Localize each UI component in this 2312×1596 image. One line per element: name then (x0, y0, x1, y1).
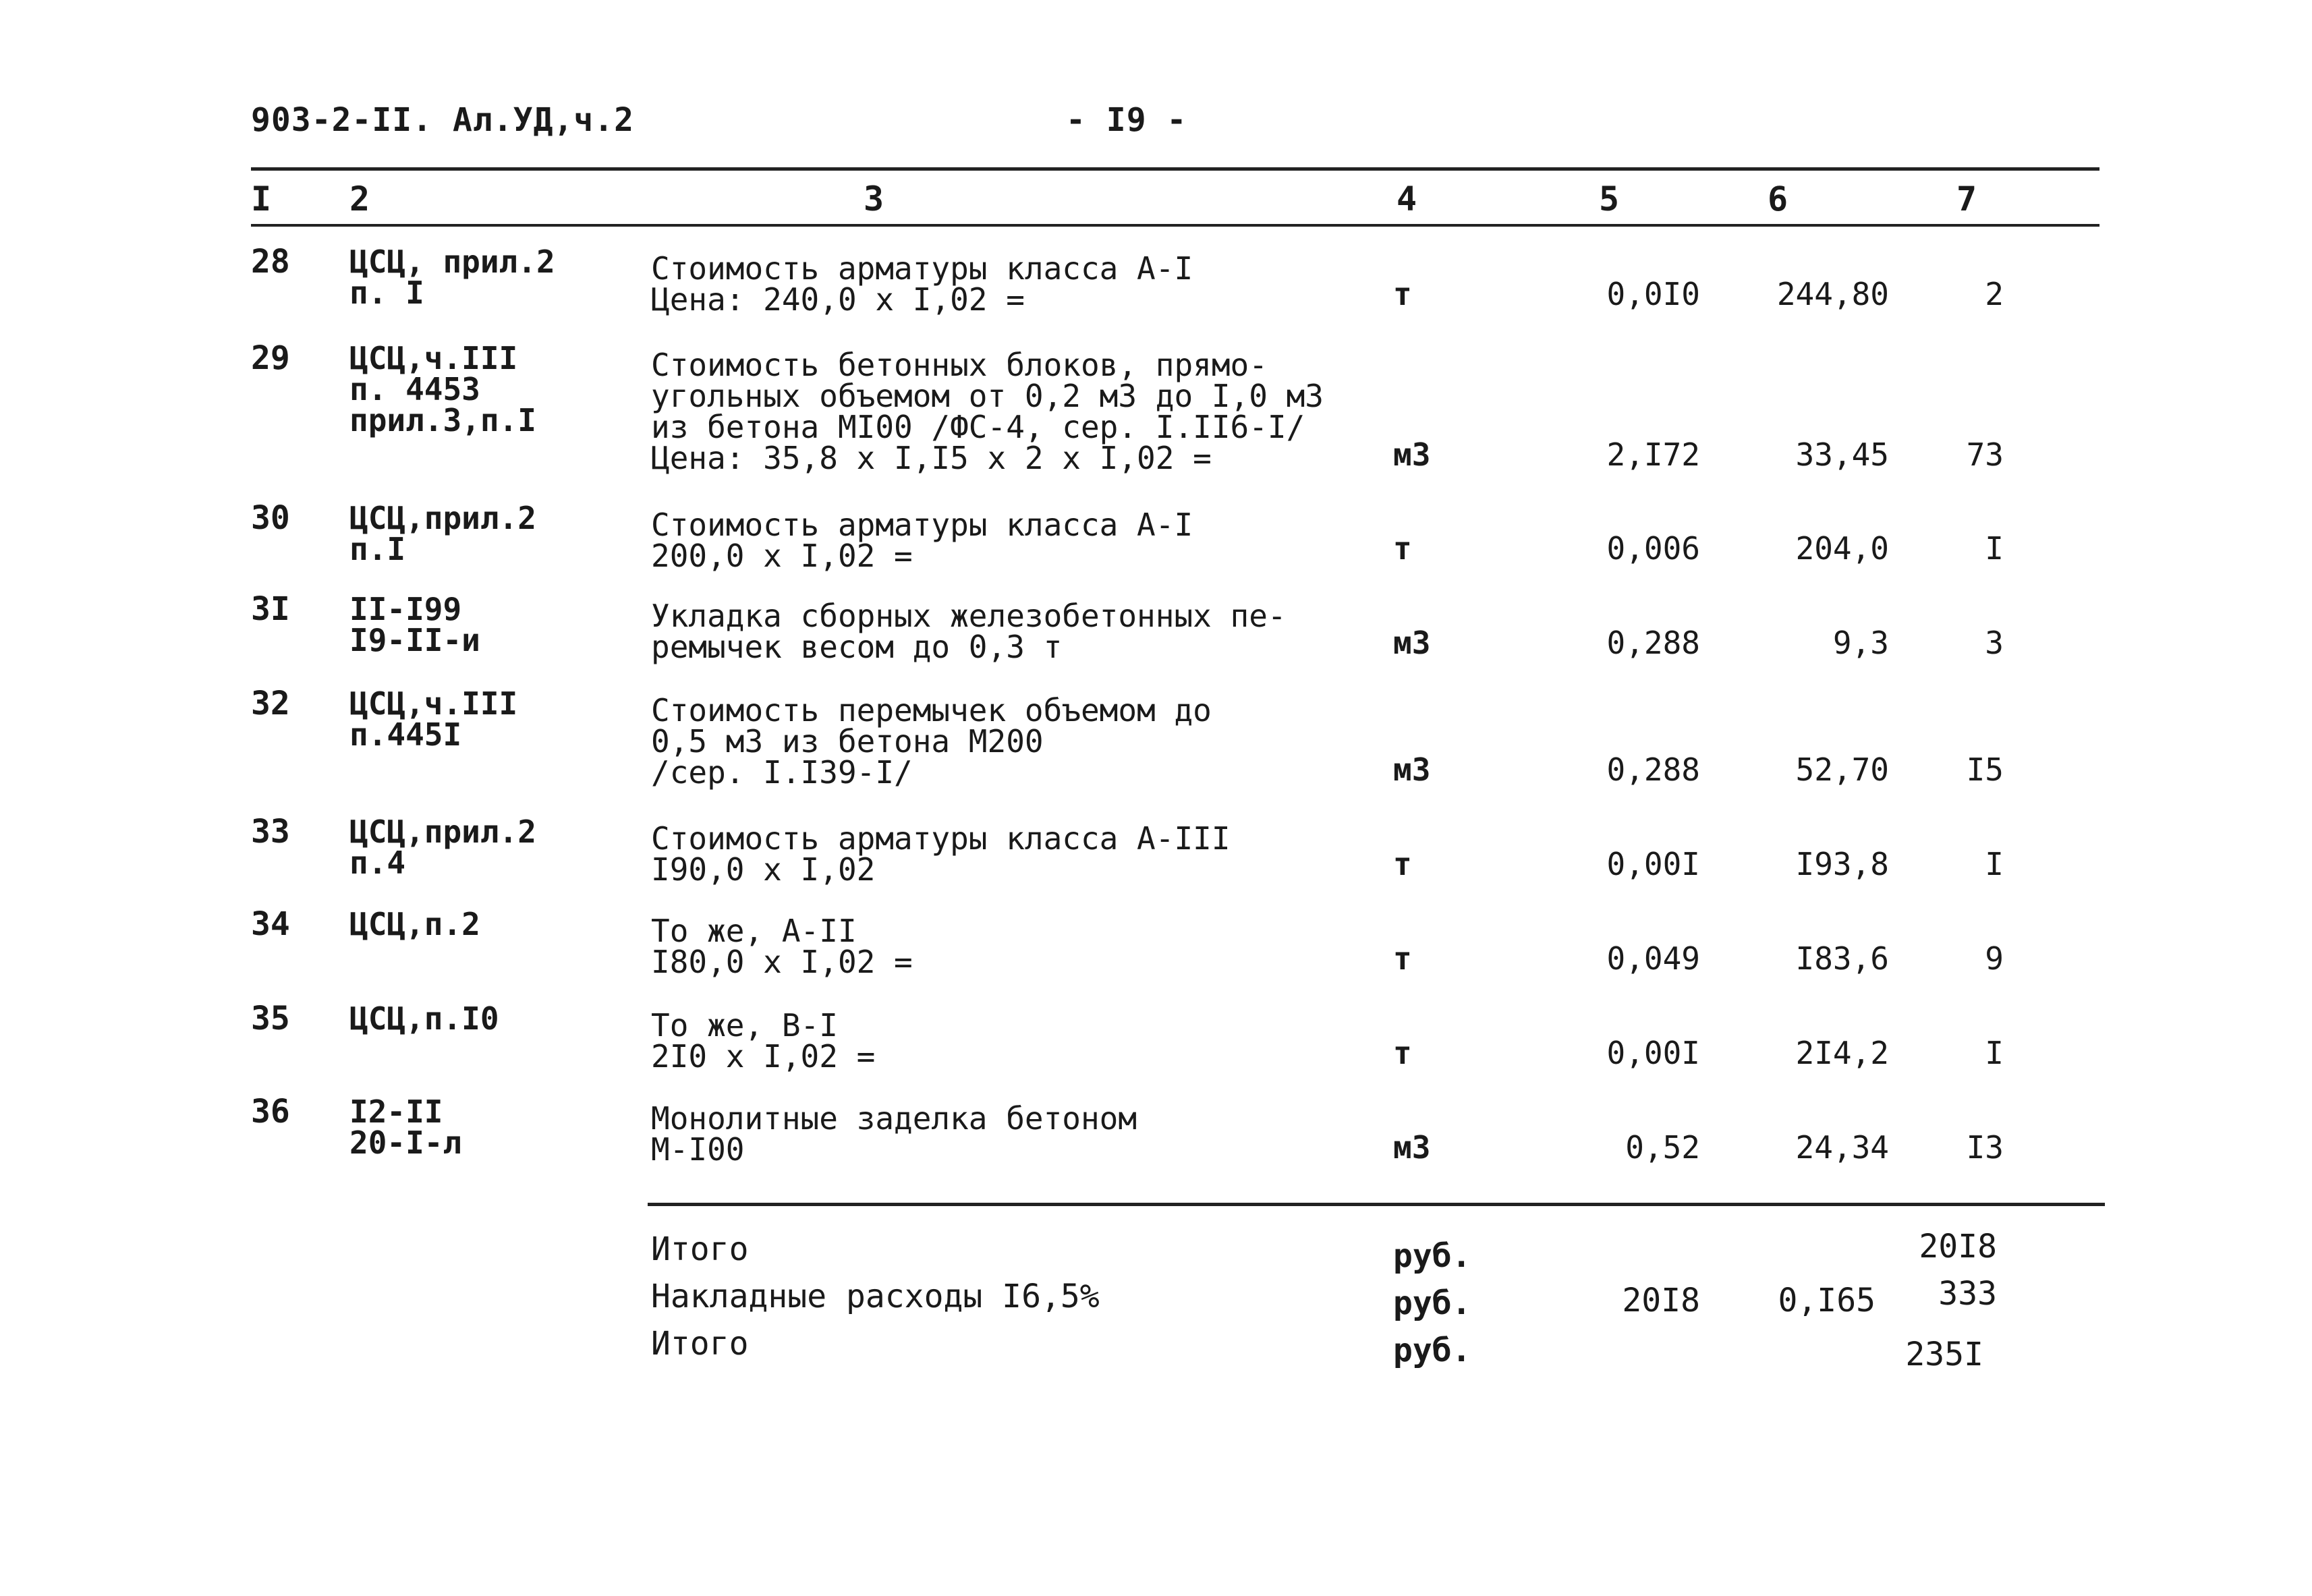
row-reference: ЦСЦ,ч.III (349, 340, 518, 376)
row-reference: п. I (349, 275, 424, 311)
row-description: I90,0 х I,02 (651, 851, 876, 888)
row-description: угольных объемом от 0,2 м3 до I,0 м3 (651, 378, 1324, 414)
row-quantity: 0,00I (1606, 846, 1700, 882)
totals-rate: 0,I65 (1778, 1282, 1876, 1319)
row-unit: м3 (1393, 436, 1431, 473)
row-unit-price: 204,0 (1795, 530, 1889, 567)
row-unit: т (1393, 940, 1412, 977)
totals-base: 20I8 (1622, 1282, 1700, 1319)
row-total: I5 (1966, 751, 2004, 788)
totals-value: 235I (1905, 1336, 1983, 1373)
row-quantity: 0,288 (1606, 751, 1700, 788)
totals-rule (648, 1203, 2105, 1206)
row-unit-price: 244,80 (1776, 276, 1889, 312)
row-total: 9 (1985, 940, 2004, 977)
totals-label: Накладные расходы I6,5% (651, 1278, 1100, 1315)
row-unit-price: 33,45 (1795, 436, 1889, 473)
row-unit: м3 (1393, 1129, 1431, 1166)
row-number: 28 (251, 243, 290, 281)
row-reference: ЦСЦ,прил.2 (349, 814, 536, 850)
row-description: ремычек весом до 0,3 т (651, 629, 1063, 665)
row-description: Цена: 35,8 х I,I5 х 2 х I,02 = (651, 440, 1212, 476)
row-number: 36 (251, 1093, 290, 1131)
row-total: I (1985, 846, 2004, 882)
row-description: 0,5 м3 из бетона М200 (651, 723, 1044, 760)
row-unit: м3 (1393, 625, 1431, 661)
column-header-7: 7 (1956, 179, 1977, 219)
row-reference: I2-II (349, 1093, 443, 1130)
row-total: 73 (1966, 436, 2004, 473)
row-quantity: 0,52 (1625, 1129, 1700, 1166)
row-description: То же, В-I (651, 1007, 838, 1044)
row-reference: ЦСЦ, прил.2 (349, 244, 555, 280)
row-quantity: 0,00I (1606, 1035, 1700, 1071)
row-number: 29 (251, 339, 290, 377)
row-reference: п.4 (349, 845, 406, 881)
row-unit-price: I83,6 (1795, 940, 1889, 977)
row-unit-price: I93,8 (1795, 846, 1889, 882)
column-header-1: I (251, 179, 272, 219)
row-description: Монолитные заделка бетоном (651, 1100, 1137, 1137)
row-reference: ЦСЦ,прил.2 (349, 500, 536, 536)
row-description: То же, А-II (651, 913, 857, 949)
row-number: 33 (251, 813, 290, 851)
totals-value: 20I8 (1919, 1228, 1997, 1265)
totals-unit: руб. (1393, 1237, 1471, 1275)
row-description: Стоимость арматуры класса А-I (651, 250, 1193, 287)
row-description: 200,0 х I,02 = (651, 538, 913, 574)
row-quantity: 0,049 (1606, 940, 1700, 977)
row-reference: п.I (349, 531, 406, 567)
row-number: 34 (251, 905, 290, 943)
row-description: /сер. I.I39-I/ (651, 754, 913, 791)
totals-value: 333 (1938, 1275, 1997, 1313)
row-unit: т (1393, 276, 1412, 312)
totals-label: Итого (651, 1230, 749, 1268)
row-description: М-I00 (651, 1131, 745, 1168)
row-quantity: 0,0I0 (1606, 276, 1700, 312)
column-header-5: 5 (1599, 179, 1620, 219)
row-reference: II-I99 (349, 591, 462, 627)
row-reference: ЦСЦ,п.2 (349, 906, 480, 942)
row-total: 2 (1985, 276, 2004, 312)
row-description: Стоимость арматуры класса А-I (651, 507, 1193, 543)
row-description: Укладка сборных железобетонных пе- (651, 598, 1287, 634)
row-total: 3 (1985, 625, 2004, 661)
row-description: из бетона МI00 /ФС-4, сер. I.II6-I/ (651, 409, 1305, 445)
row-description: Стоимость бетонных блоков, прямо- (651, 347, 1268, 383)
row-reference: п.445I (349, 716, 462, 753)
row-total: I (1985, 1035, 2004, 1071)
header-rule-bottom (251, 224, 2099, 227)
totals-unit: руб. (1393, 1332, 1471, 1369)
row-description: I80,0 х I,02 = (651, 944, 913, 980)
row-reference: прил.3,п.I (349, 402, 536, 438)
row-reference: ЦСЦ,ч.III (349, 685, 518, 722)
totals-unit: руб. (1393, 1284, 1471, 1322)
row-unit: т (1393, 846, 1412, 882)
row-total: I (1985, 530, 2004, 567)
row-quantity: 0,288 (1606, 625, 1700, 661)
row-description: Стоимость перемычек объемом до (651, 692, 1212, 729)
totals-label: Итого (651, 1325, 749, 1363)
column-header-2: 2 (349, 179, 370, 219)
row-quantity: 2,I72 (1606, 436, 1700, 473)
row-description: Цена: 240,0 х I,02 = (651, 281, 1025, 318)
row-number: 35 (251, 1000, 290, 1037)
row-unit-price: 24,34 (1795, 1129, 1889, 1166)
row-unit: т (1393, 530, 1412, 567)
row-unit: м3 (1393, 751, 1431, 788)
row-unit-price: 2I4,2 (1795, 1035, 1889, 1071)
column-header-3: 3 (864, 179, 884, 219)
row-total: I3 (1966, 1129, 2004, 1166)
row-number: 32 (251, 685, 290, 722)
column-header-4: 4 (1397, 179, 1417, 219)
row-number: 3I (251, 590, 290, 628)
column-header-6: 6 (1768, 179, 1788, 219)
row-description: Стоимость арматуры класса А-III (651, 820, 1231, 857)
row-reference: 20-I-л (349, 1124, 462, 1161)
row-unit-price: 9,3 (1832, 625, 1889, 661)
row-reference: ЦСЦ,п.I0 (349, 1000, 499, 1037)
page-number: - I9 - (1066, 101, 1187, 139)
row-unit-price: 52,70 (1795, 751, 1889, 788)
header-rule-top (251, 167, 2099, 171)
document-code: 903-2-II. Ал.УД,ч.2 (251, 101, 635, 139)
row-number: 30 (251, 499, 290, 537)
row-reference: I9-II-и (349, 622, 480, 658)
row-quantity: 0,006 (1606, 530, 1700, 567)
row-description: 2I0 х I,02 = (651, 1038, 876, 1075)
row-unit: т (1393, 1035, 1412, 1071)
row-reference: п. 4453 (349, 371, 480, 407)
